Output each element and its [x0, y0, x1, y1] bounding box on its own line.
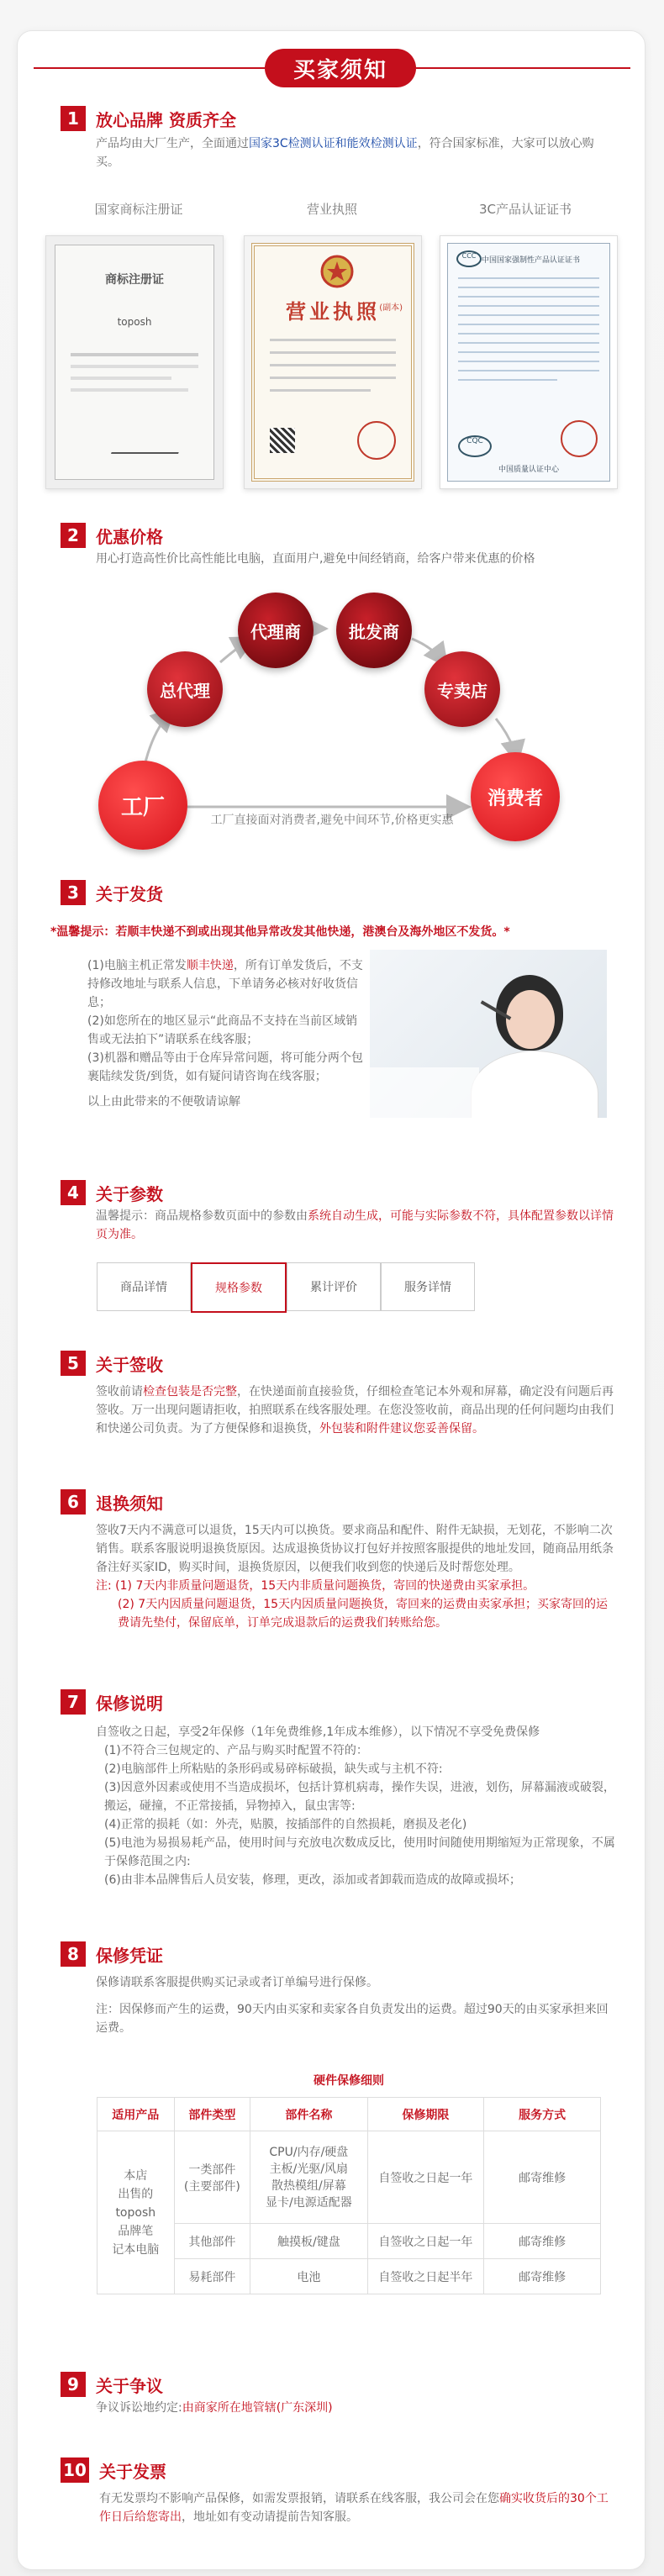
- shipping-warning: *温馨提示：若顺丰快递不到或出现其他异常改发其他快递，港澳台及海外地区不发货。*: [50, 925, 510, 939]
- section-number: 3: [61, 880, 86, 905]
- section-title: 退换须知: [96, 1493, 163, 1514]
- ccc-logo-icon: CCC: [456, 250, 482, 267]
- table-cell: CPU/内存/硬盘 主板/光驱/风扇 散热模组/屏幕 显卡/电源适配器: [250, 2131, 367, 2224]
- table-cell: 其他部件: [174, 2224, 250, 2259]
- section-number: 7: [61, 1689, 86, 1715]
- node-consumer: 消费者: [471, 752, 560, 841]
- node-factory: 工厂: [98, 761, 187, 850]
- table-cell: 邮寄维修: [484, 2259, 601, 2294]
- section-params: [61, 1178, 615, 1244]
- section-text: 签收7天内不满意可以退货，15天内可以换货。要求商品和配件、附件无缺损，无划花，不影响二次销售。联系客服说明退换货原因。达成退换货协议打包好并按照客服提供的地址发回，随商品用纸条备注好买家ID，购买时间，退换货原因，以便我们收到您的快递后及时帮您处理。: [96, 1524, 614, 1574]
- cert-label-trademark: 国家商标注册证: [94, 202, 183, 217]
- cert-label-3c: 3C产品认证证书: [478, 202, 572, 217]
- section-warranty-proof: [61, 1940, 615, 2037]
- 3c-doc-title: 中国国家强制性产品认证证书: [482, 256, 581, 265]
- table-cell: 一类部件 (主要部件): [174, 2131, 250, 2224]
- page-title: 买家须知: [265, 49, 416, 87]
- node-store: 专卖店: [424, 651, 500, 727]
- table-title: 硬件保修细则: [314, 2074, 384, 2088]
- cqc-logo-icon: CQC: [458, 435, 492, 457]
- section-text: 用心打造高性价比高性能比电脑，直面用户,避免中间经销商，给客户带来优惠的价格: [96, 552, 535, 566]
- trademark-doc-title: 商标注册证: [105, 273, 164, 287]
- trademark-doc-brand: toposh: [117, 316, 152, 328]
- section-title: 放心品牌 资质齐全: [96, 109, 236, 130]
- section-title: 保修凭证: [96, 1945, 163, 1966]
- node-wholesaler: 批发商: [336, 593, 412, 668]
- table-header: 适用产品: [97, 2098, 175, 2131]
- section-text: 有无发票均不影响产品保修，如需发票报销，请联系在线客服，我公司会在您确实收货后的30个工作日后给您寄出，地址如有变动请提前告知客服。: [99, 2492, 609, 2524]
- section-title: 关于争议: [96, 2375, 163, 2396]
- node-general-agent: 总代理: [147, 651, 223, 727]
- flow-note: 工厂直接面对消费者,避免中间环节,价格更实惠: [210, 814, 454, 827]
- table-cell: 触摸板/键盘: [250, 2224, 367, 2259]
- section-note: 注：因保修而产生的运费，90天内由买家和卖家各自负责发出的运费。超过90天的由买家承担来回运费。: [96, 2003, 609, 2035]
- section-number: 1: [61, 106, 86, 131]
- section-number: 8: [61, 1941, 86, 1967]
- tab-product-details[interactable]: 商品详情: [97, 1262, 191, 1311]
- tab-service[interactable]: 服务详情: [381, 1262, 475, 1311]
- warranty-intro: 自签收之日起，享受2年保修（1年免费维修,1年成本维修），以下情况不享受免费保修: [96, 1725, 540, 1739]
- section-returns: [61, 1488, 615, 1632]
- table-cell: 邮寄维修: [484, 2224, 601, 2259]
- section-text: 争议诉讼地约定:由商家所在地管辖(广东深圳): [96, 2401, 333, 2415]
- distribution-arrows: [0, 0, 664, 891]
- section-title: 优惠价格: [96, 526, 163, 547]
- section-text: 产品均由大厂生产，全面通过国家3C检测认证和能效检测认证，符合国家标准，大家可以放心购买。: [96, 137, 594, 169]
- cert-label-license: 营业执照: [306, 202, 357, 217]
- section-number: 5: [61, 1351, 86, 1376]
- table-cell: 电池: [250, 2259, 367, 2294]
- section-title: 保修说明: [96, 1693, 163, 1714]
- section-number: 9: [61, 2372, 86, 2397]
- customer-service-photo: [370, 950, 607, 1118]
- table-cell: 邮寄维修: [484, 2131, 601, 2224]
- returns-note: 注: (1) 7天内非质量问题退货，15天内非质量问题换货，寄回的快递费由买家承担。 (2) 7天内因质量问题退货，15天内因质量问题换货，寄回来的运费由卖家承担；买家寄回的运费请先垫付，保留底单，订单完成退款后的运费我们转账给您。: [96, 1579, 609, 1630]
- section-title: 关于发货: [96, 883, 163, 904]
- section-title: 关于参数: [96, 1183, 163, 1204]
- 3c-doc-issuer: 中国质量认证中心: [498, 466, 559, 474]
- tab-reviews[interactable]: 累计评价: [287, 1262, 381, 1311]
- license-doc-sub: (副本): [379, 303, 403, 313]
- section-warranty: [61, 1688, 615, 1889]
- table-header: 部件名称: [250, 2098, 367, 2131]
- product-tabs: [97, 1262, 475, 1313]
- table-header: 保修期限: [367, 2098, 484, 2131]
- table-header: 服务方式: [484, 2098, 601, 2131]
- table-header: 部件类型: [174, 2098, 250, 2131]
- table-cell: 自签收之日起半年: [367, 2259, 484, 2294]
- table-cell: 自签收之日起一年: [367, 2131, 484, 2224]
- section-title: 关于发票: [99, 2461, 166, 2482]
- section-text: 签收前请检查包装是否完整，在快递面前直接验货，仔细检查笔记本外观和屏幕，确定没有问题后再签收。万一出现问题请拒收，拍照联系在线客服处理。在您没签收前，商品出现的任何问题均由我们和快递公司负责。为了方便保修和退换货，外包装和附件建议您妥善保留。: [96, 1385, 614, 1436]
- tab-specs[interactable]: 规格参数: [191, 1262, 287, 1313]
- section-text: 温馨提示：商品规格参数页面中的参数由系统自动生成，可能与实际参数不符，具体配置参数以详情页为准。: [96, 1209, 614, 1241]
- section-number: 2: [61, 523, 86, 548]
- section-dispute: [61, 2370, 615, 2417]
- section-number: 10: [61, 2457, 89, 2483]
- section-title: 关于签收: [96, 1354, 163, 1375]
- table-row: [97, 2131, 601, 2224]
- table-cell: 易耗部件: [174, 2259, 250, 2294]
- section-shipping: [61, 878, 615, 907]
- shipping-text: (1)电脑主机正常发顺丰快递，所有订单发货后，不支持修改地址与联系人信息，下单请务必核对好收货信息； (2)如您所在的地区显示“此商品不支持在当前区域销售或无法拍下”请联系在线客服； (3)机器和赠品等由于仓库异常问题，将可能分两个包裹陆续发货/到货，如有疑问请咨询在线客服； 以上由此带来的不便敬请谅解: [87, 959, 363, 1109]
- section-text: 保修请联系客服提供购买记录或者订单编号进行保修。: [96, 1976, 378, 1989]
- table-cell-product: 本店 出售的 toposh 品牌笔 记本电脑: [97, 2131, 175, 2294]
- table-cell: 自签收之日起一年: [367, 2224, 484, 2259]
- warranty-table: [97, 2097, 601, 2294]
- section-receipt: [61, 1349, 615, 1438]
- node-agent: 代理商: [238, 593, 314, 668]
- license-doc-title: 营业执照: [286, 300, 380, 324]
- section-number: 6: [61, 1489, 86, 1515]
- section-number: 4: [61, 1180, 86, 1205]
- warranty-exclusions: (1)不符合三包规定的、产品与购买时配置不符的： (2)电脑部件上所粘贴的条形码或易碎标破损，缺失或与主机不符: (3)因意外因素或使用不当造成损坏，包括计算机病毒，操作失误，进液，划伤，屏幕漏液或破裂，搬运，碰撞，不正常接插，异物掉入，鼠虫害等: (4)正常的损耗（如：外壳，贴膜，按插部件的自然损耗，磨损及老化) (5)电池为易损易耗产品，使用时间与充放电次数成反比，使用时间随使用期缩短为正常现象，不属于保修范围之内: (6)由非本品牌售后人员安装，修理，更改，添加或者卸载而造成的故障或损坏；: [104, 1744, 615, 1887]
- section-invoice: [61, 2456, 615, 2526]
